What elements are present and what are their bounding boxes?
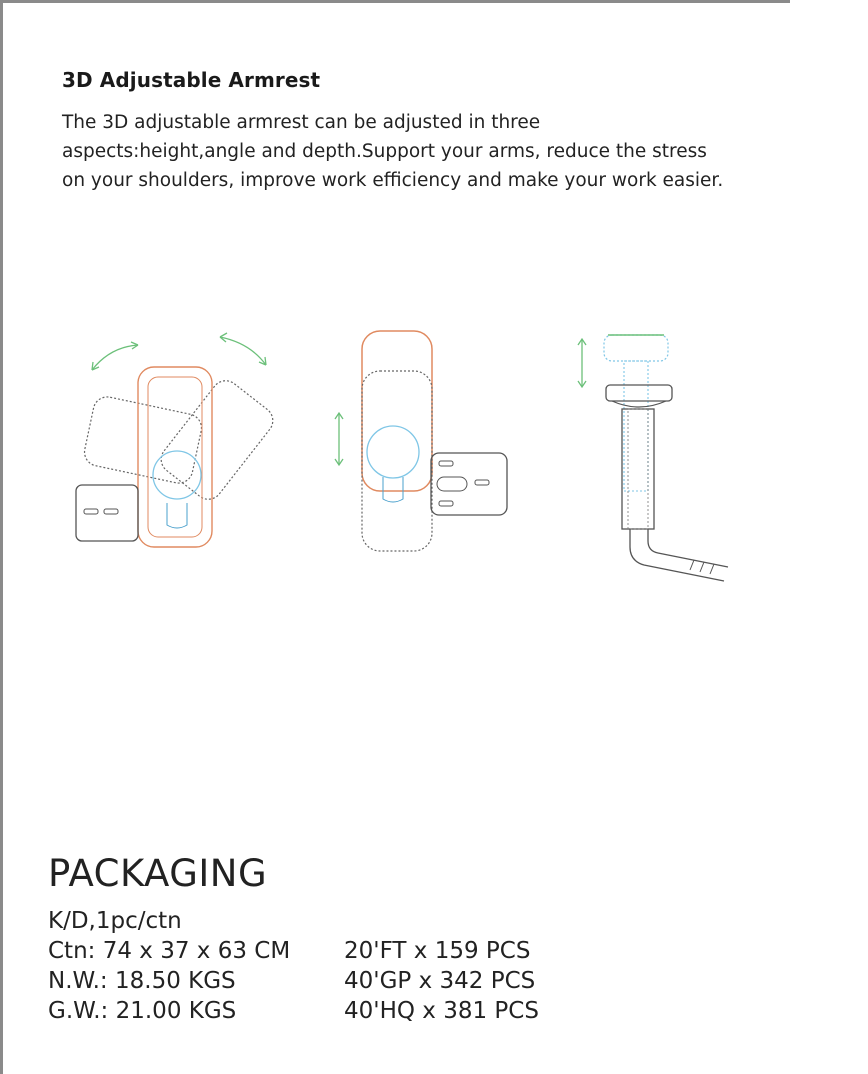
- packaging-carton-size: Ctn: 74 x 37 x 63 CM: [48, 938, 291, 964]
- armrest-angle-adjustment-icon: [70, 325, 290, 565]
- armrest-height-adjustment-icon: [570, 325, 730, 595]
- armrest-depth-adjustment-icon: [325, 325, 515, 565]
- container-40hq: 40'HQ x 381 PCS: [344, 998, 539, 1024]
- container-20ft: 20'FT x 159 PCS: [344, 938, 531, 964]
- packaging-kd: K/D,1pc/ctn: [48, 908, 182, 934]
- container-40gp: 40'GP x 342 PCS: [344, 968, 536, 994]
- page-frame-top: [0, 0, 790, 3]
- packaging-gross-weight: G.W.: 21.00 KGS: [48, 998, 237, 1024]
- packaging-heading: PACKAGING: [48, 852, 268, 895]
- page-frame-left: [0, 0, 3, 1074]
- feature-title: 3D Adjustable Armrest: [62, 68, 321, 92]
- packaging-net-weight: N.W.: 18.50 KGS: [48, 968, 236, 994]
- feature-description: The 3D adjustable armrest can be adjusted in three aspects:height,angle and depth.Support your arms, reduce the stress on your shoulders, improve work efficiency and make your work easier.: [62, 112, 724, 191]
